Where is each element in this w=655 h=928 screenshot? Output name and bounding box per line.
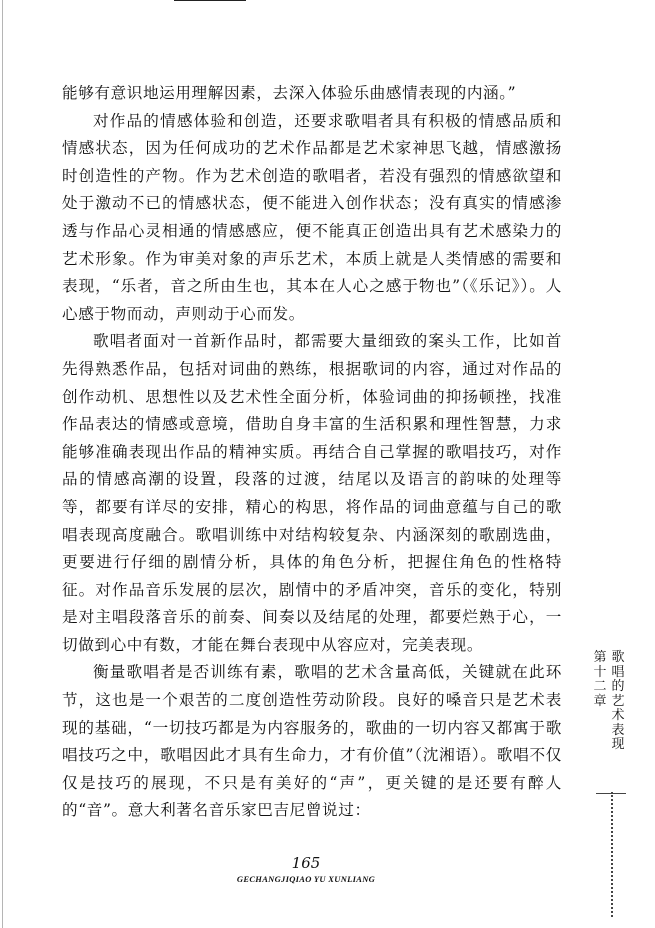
paragraph-4: 衡量歌唱者是否训练有素，歌唱的艺术含量高低，关键就在此环节，这也是一个艰苦的二度创造性劳动阶段。良好的嗓音只是艺术表现的基础，“一切技巧都是为内容服务的，歌曲的一切内容又都寓于歌唱技巧之中，歌唱因此才具有生命力，才有价值”（沈湘语）。歌唱不仅仅是技巧的展现，不只是有美好的“声”，更关键的是还要有醉人的“音”。意大利著名音乐家巴吉尼曾说过： xyxy=(62,663,562,820)
paragraph-3: 歌唱者面对一首新作品时，都需要大量细致的案头工作，比如首先得熟悉作品，包括对词曲的熟练，根据歌词的内容，通过对作品的创作动机、思想性以及艺术性全面分析，体验词曲的抑扬顿挫，找准作品表达的情感或意境，借助自身丰富的生活积累和理性智慧，力求能够准确表现出作品的精神实质。再结合自己掌握的歌唱技巧，对作品的情感高潮的设置，段落的过渡，结尾以及语言的韵味的处理等等，都要有详尽的安排，精心的构思，将作品的词曲意蕴与自己的歌唱表现高度融合。歌唱训练中对结构较复杂、内涵深刻的歌剧选曲，更要进行仔细的剧情分析，具体的角色分析，把握住角色的性格特征。对作品音乐发展的层次，剧情中的矛盾冲突，音乐的变化，特别是对主唱段落音乐的前奏、间奏以及结尾的处理，都要烂熟于心，一切做到心中有数，才能在舞台表现中从容应对，完美表现。 xyxy=(62,332,562,654)
running-title: GECHANGJIQIAO YU XUNLIANG xyxy=(236,874,376,884)
paragraph-1: 能够有意识地运用理解因素，去深入体验乐曲感情表现的内涵。” xyxy=(62,84,517,102)
page-number: 165 xyxy=(291,854,321,872)
body-text xyxy=(62,80,562,825)
chapter-label xyxy=(593,651,607,709)
page-edge xyxy=(2,0,3,928)
chapter-title-text: 歌 唱 的 艺 术 表 现 xyxy=(611,650,625,752)
paragraph-2: 对作品的情感体验和创造，还要求歌唱者具有积极的情感品质和情感状态，因为任何成功的艺术作品都是艺术家神思飞越，情感激扬时创造性的产物。作为艺术创造的歌唱者，若没有强烈的情感欲望和处于激动不已的情感状态，便不能进入创作状态；没有真实的情感渗透与作品心灵相通的情感感应，便不能真正创造出具有艺术感染力的艺术形象。作为审美对象的声乐艺术，本质上就是人类情感的需要和表现，“乐者，音之所由生也，其本在人心之感于物也”（《乐记》）。人心感于物而动，声则动于心而发。 xyxy=(62,111,562,323)
chapter-label-text: 第 十 二 章 xyxy=(593,650,607,709)
chapter-title xyxy=(611,651,625,753)
top-rule xyxy=(174,0,246,1)
